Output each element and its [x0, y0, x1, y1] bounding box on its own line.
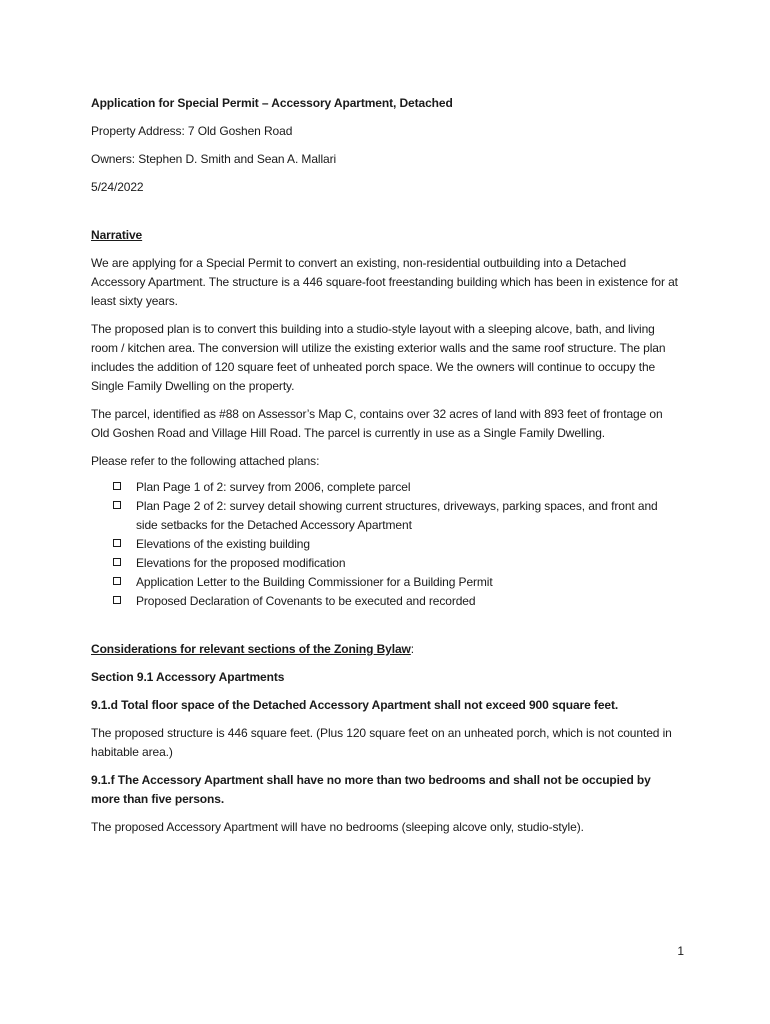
checkbox-icon [113, 501, 121, 509]
attachment-label: Application Letter to the Building Commissioner for a Building Permit [136, 575, 493, 589]
bylaw-rule-9-1-f: 9.1.f The Accessory Apartment shall have no more than two bedrooms and shall not be occupied by more than five persons. [91, 773, 651, 806]
attachment-item [91, 573, 681, 592]
attachments-intro: Please refer to the following attached plans: [91, 454, 320, 468]
attachment-label: Elevations for the proposed modification [136, 556, 346, 570]
attachment-label: Proposed Declaration of Covenants to be executed and recorded [136, 594, 476, 608]
attachment-label: Plan Page 2 of 2: survey detail showing current structures, driveways, parking spaces, and front and side setbacks for the Detached Accessory Apartment [136, 499, 658, 532]
section-title: Section 9.1 Accessory Apartments [91, 670, 285, 684]
checkbox-icon [113, 596, 121, 604]
checkbox-icon [113, 558, 121, 566]
checkbox-icon [113, 539, 121, 547]
attachments-list [91, 478, 681, 611]
property-address: Property Address: 7 Old Goshen Road [91, 124, 293, 138]
document-date: 5/24/2022 [91, 180, 144, 194]
considerations-heading: Considerations for relevant sections of the Zoning Bylaw [91, 642, 411, 656]
checkbox-icon [113, 577, 121, 585]
page-number: 1 [677, 944, 684, 958]
attachment-label: Plan Page 1 of 2: survey from 2006, complete parcel [136, 480, 411, 494]
attachment-item [91, 535, 681, 554]
document-page [91, 94, 681, 837]
attachment-item [91, 478, 681, 497]
narrative-paragraph-3: The parcel, identified as #88 on Assessor’s Map C, contains over 32 acres of land with 893 feet of frontage on Old Goshen Road and Village Hill Road. The parcel is currently in use as a Single Family Dwelling. [91, 407, 663, 440]
considerations-heading-colon: : [410, 642, 415, 656]
response-9-1-f: The proposed Accessory Apartment will have no bedrooms (sleeping alcove only, studio-style). [91, 820, 584, 834]
attachment-label: Elevations of the existing building [136, 537, 310, 551]
checkbox-icon [113, 482, 121, 490]
considerations-heading-line [91, 640, 681, 659]
attachment-item [91, 554, 681, 573]
response-9-1-d: The proposed structure is 446 square feet. (Plus 120 square feet on an unheated porch, which is not counted in habitable area.) [91, 726, 672, 759]
narrative-heading: Narrative [91, 228, 143, 242]
narrative-paragraph-2: The proposed plan is to convert this building into a studio-style layout with a sleeping alcove, bath, and living room / kitchen area. The conversion will utilize the existing exterior walls and the same roof structure. The plan includes the addition of 120 square feet of unheated porch space. We the owners will continue to occupy the Single Family Dwelling on the property. [91, 322, 666, 393]
attachment-item [91, 592, 681, 611]
document-title: Application for Special Permit – Accessory Apartment, Detached [91, 96, 453, 110]
attachment-item [91, 497, 681, 535]
owners-line: Owners: Stephen D. Smith and Sean A. Mallari [91, 152, 337, 166]
narrative-paragraph-1: We are applying for a Special Permit to convert an existing, non-residential outbuilding into a Detached Accessory Apartment. The structure is a 446 square-foot freestanding building which has been in existence for at least sixty years. [91, 256, 678, 308]
bylaw-rule-9-1-d: 9.1.d Total floor space of the Detached Accessory Apartment shall not exceed 900 square feet. [91, 698, 619, 712]
